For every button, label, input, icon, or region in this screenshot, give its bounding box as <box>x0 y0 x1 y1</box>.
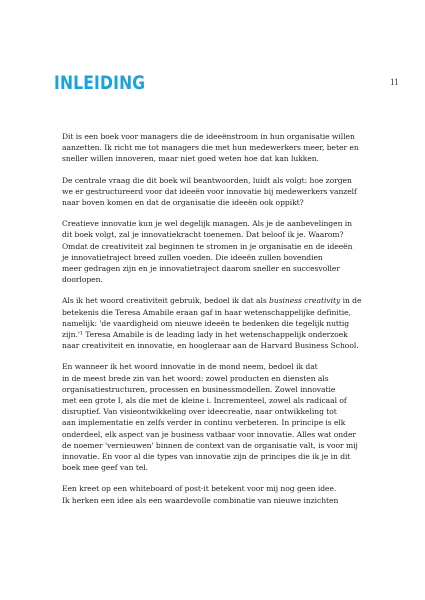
text-line: Een kreet op een whiteboard of post-it betekent voor mij nog geen idee. <box>62 484 337 494</box>
text-line: naar creativiteit en innovatie, en hoogleraar aan de Harvard Business School. <box>62 341 359 351</box>
text-line: je innovatietraject breed zullen voeden. Die ideeën zullen bovendien <box>62 252 323 262</box>
text-line: organisatiestructuren, processen en businessmodellen. Zowel innovatie <box>62 384 336 394</box>
text-line: Creatieve innovatie kun je wel degelijk managen. Als je de aanbevelingen in <box>62 219 352 229</box>
text-line: met een grote I, als die met de kleine i. Incrementeel, zowel als radicaal of <box>62 396 347 406</box>
body-text <box>62 131 378 516</box>
text-line: onderdeel, elk aspect van je business vatbaar voor innovatie. Alles wat onder <box>62 429 356 439</box>
text-line: doorlopen. <box>62 275 103 285</box>
text-line: we er gestructureerd voor dat ideeën voor innovatie bij medewerkers vanzelf <box>62 186 357 196</box>
chapter-title: INLEIDING <box>54 72 146 94</box>
text-line: disruptief. Van visieontwikkeling over ideecreatie, naar ontwikkeling tot <box>62 407 337 417</box>
paragraph <box>62 361 378 473</box>
paragraph <box>62 175 378 209</box>
text-line: Omdat de creativiteit zal beginnen te stromen in je organisatie en de ideeën <box>62 241 353 251</box>
italic-term: business creativity <box>269 296 341 306</box>
text-line: Ik herken een idee als een waardevolle combinatie van nieuwe inzichten <box>62 495 339 505</box>
text-line: in de meest brede zin van het woord: zowel producten en diensten als <box>62 373 329 383</box>
text-line: naar boven komen en dat de organisatie die ideeën ook oppikt? <box>62 198 304 208</box>
paragraph <box>62 131 378 165</box>
text-line: zijn.'¹ Teresa Amabile is de leading lady in het wetenschappelijk onderzoek <box>62 330 348 340</box>
text-line: betekenis die Teresa Amabile eraan gaf in haar wetenschappelijke definitie, <box>62 307 351 317</box>
text-line: innovatie. En voor al die types van innovatie zijn de principes die ik je in dit <box>62 452 351 462</box>
text-line: sneller willen innoveren, maar niet goed weten hoe dat kan lukken. <box>62 154 319 164</box>
text-line: namelijk: 'de vaardigheid om nieuwe ideeën te bedenken die tegelijk nuttig <box>62 318 350 328</box>
paragraph <box>62 218 378 285</box>
text-line: En wanneer ik het woord innovatie in de mond neem, bedoel ik dat <box>62 362 318 372</box>
text-line: aan implementatie en zelfs verder in continu verbeteren. In principe is elk <box>62 418 346 428</box>
text-line: Dit is een boek voor managers die de ideeënstroom in hun organisatie willen <box>62 132 355 141</box>
paragraph <box>62 483 378 505</box>
text-line: aanzetten. Ik richt me tot managers die met hun medewerkers meer, beter en <box>62 143 359 153</box>
text-line: De centrale vraag die dit boek wil beantwoorden, luidt als volgt: hoe zorgen <box>62 175 352 185</box>
text-line: de noemer 'vernieuwen' binnen de context van de organisatie valt, is voor mij <box>62 440 358 450</box>
text-line: meer gedragen zijn en je innovatietraject daarom sneller en succesvoller <box>62 264 340 274</box>
page-number: 11 <box>390 77 399 87</box>
paragraph <box>62 295 378 351</box>
text-line: dit boek volgt, zal je innovatiekracht toenemen. Dat beloof ik je. Waarom? <box>62 230 344 240</box>
text-line: boek mee geef van tel. <box>62 463 149 473</box>
text-line: Als ik het woord creativiteit gebruik, bedoel ik dat als business creativity in de <box>62 296 362 306</box>
